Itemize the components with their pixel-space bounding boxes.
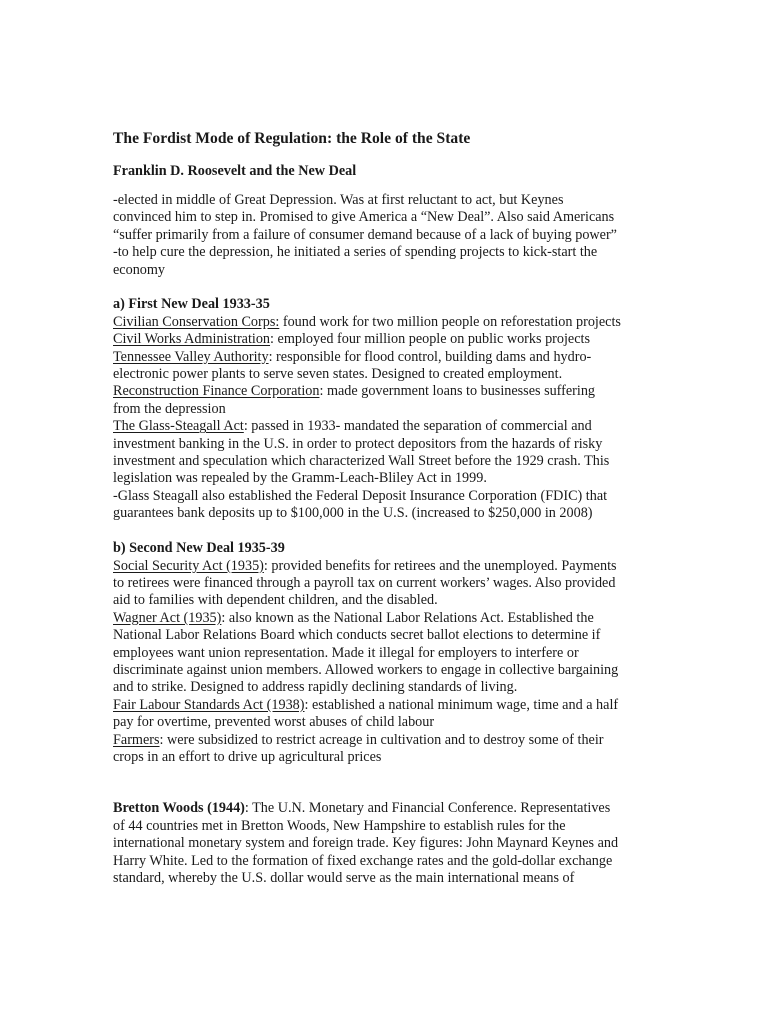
intro-paragraph xyxy=(113,192,673,279)
wagner-continued: and to strike. Designed to address rapidly declining standards of living. xyxy=(113,679,518,696)
bretton-woods-text: : The U.N. Monetary and Financial Conference. Representatives xyxy=(244,800,611,817)
farmers-term: Farmers xyxy=(113,731,160,748)
glass-steagall-continued: investment and speculation which characterized Wall Street before the 1929 crash. This xyxy=(113,453,610,470)
bretton-woods-entry xyxy=(113,800,673,817)
flsa-continued: pay for overtime, prevented worst abuses of child labour xyxy=(113,714,435,731)
glass-steagall-continued: guarantees bank deposits up to $100,000 in the U.S. (increased to $250,000 in 2008) xyxy=(113,505,593,522)
second-new-deal-heading: b) Second New Deal 1935-39 xyxy=(113,540,285,557)
first-new-deal-section xyxy=(113,296,673,522)
wagner-entry xyxy=(113,610,673,627)
bretton-woods-section xyxy=(113,800,673,887)
flsa-entry xyxy=(113,697,673,714)
rfc-entry xyxy=(113,383,673,400)
bretton-woods-term: Bretton Woods (1944) xyxy=(113,800,245,817)
intro-line: economy xyxy=(113,261,166,278)
glass-steagall-continued: -Glass Steagall also established the Federal Deposit Insurance Corporation (FDIC) that xyxy=(113,487,608,504)
ssa-text: : provided benefits for retirees and the unemployed. Payments xyxy=(263,557,617,574)
wagner-continued: discriminate against union members. Allowed workers to engage in collective bargaining xyxy=(113,661,619,678)
glass-steagall-entry xyxy=(113,418,673,435)
farmers-text: : were subsidized to restrict acreage in cultivation and to destroy some of their xyxy=(159,731,604,748)
document-page xyxy=(113,128,673,887)
wagner-text: : also known as the National Labor Relations Act. Established the xyxy=(221,609,594,626)
intro-line: “suffer primarily from a failure of consumer demand because of a lack of buying power” xyxy=(113,226,617,243)
ssa-entry xyxy=(113,558,673,575)
ccc-text: found work for two million people on reforestation projects xyxy=(279,313,621,330)
glass-steagall-continued: investment banking in the U.S. in order to protect depositors from the hazards of risky xyxy=(113,435,603,452)
spacer xyxy=(113,523,673,540)
document-title: The Fordist Mode of Regulation: the Role of the State xyxy=(113,130,471,147)
cwa-entry xyxy=(113,331,673,348)
tva-entry xyxy=(113,349,673,366)
glass-steagall-continued: legislation was repealed by the Gramm-Leach-Bliley Act in 1999. xyxy=(113,470,487,487)
tva-term: Tennessee Valley Authority xyxy=(113,348,269,365)
glass-steagall-term: The Glass-Steagall Act xyxy=(113,418,244,435)
farmers-entry xyxy=(113,732,673,749)
wagner-continued: National Labor Relations Board which conducts secret ballot elections to determine if xyxy=(113,627,601,644)
second-new-deal-section xyxy=(113,540,673,766)
ssa-continued: to retirees were financed through a payroll tax on current workers’ wages. Also provided xyxy=(113,574,616,591)
bretton-woods-continued: Harry White. Led to the formation of fixed exchange rates and the gold-dollar exchange xyxy=(113,852,613,869)
ccc-entry xyxy=(113,314,673,331)
cwa-term: Civil Works Administration xyxy=(113,331,271,348)
spacer xyxy=(113,766,673,800)
wagner-term: Wagner Act (1935) xyxy=(113,609,222,626)
glass-steagall-text: : passed in 1933- mandated the separation of commercial and xyxy=(243,418,592,435)
intro-line: convinced him to step in. Promised to give America a “New Deal”. Also said Americans xyxy=(113,209,615,226)
intro-line: -elected in middle of Great Depression. Was at first reluctant to act, but Keynes xyxy=(113,192,564,208)
section-subtitle: Franklin D. Roosevelt and the New Deal xyxy=(113,163,357,179)
bretton-woods-continued: standard, whereby the U.S. dollar would serve as the main international means of xyxy=(113,870,575,886)
cwa-text: : employed four million people on public works projects xyxy=(270,331,590,348)
bretton-woods-continued: international monetary system and foreign trade. Key figures: John Maynard Keynes and xyxy=(113,835,619,852)
ssa-term: Social Security Act (1935) xyxy=(113,557,264,574)
rfc-text: : made government loans to businesses suffering xyxy=(319,383,596,400)
intro-line: -to help cure the depression, he initiated a series of spending projects to kick-start the xyxy=(113,244,598,261)
tva-continued: electronic power plants to serve seven states. Designed to created employment. xyxy=(113,366,563,383)
ssa-continued: aid to families with dependent children, and the disabled. xyxy=(113,592,438,609)
ccc-term: Civilian Conservation Corps: xyxy=(113,313,280,330)
rfc-continued: from the depression xyxy=(113,400,226,417)
flsa-text: : established a national minimum wage, time and a half xyxy=(304,696,619,713)
spacer xyxy=(113,279,673,296)
bretton-woods-continued: of 44 countries met in Bretton Woods, New Hampshire to establish rules for the xyxy=(113,817,566,834)
farmers-continued: crops in an effort to drive up agricultural prices xyxy=(113,748,382,765)
rfc-term: Reconstruction Finance Corporation xyxy=(113,383,320,400)
flsa-term: Fair Labour Standards Act (1938) xyxy=(113,696,305,713)
wagner-continued: employees want union representation. Made it illegal for employers to interfere or xyxy=(113,644,579,661)
first-new-deal-heading: a) First New Deal 1933-35 xyxy=(113,296,270,313)
tva-text: : responsible for flood control, building dams and hydro- xyxy=(268,348,592,365)
